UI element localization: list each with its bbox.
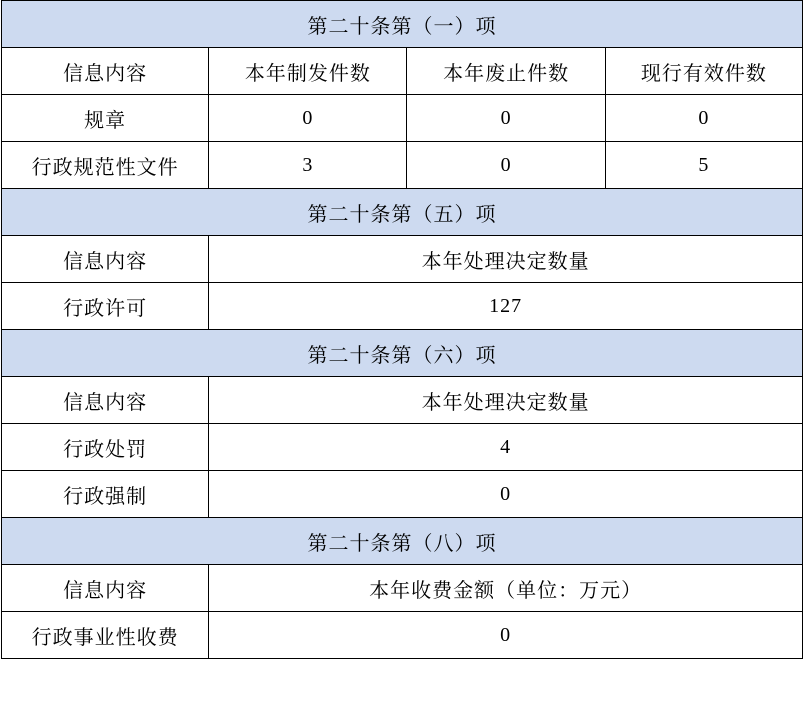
- cell-value: 4: [209, 424, 803, 471]
- cell-value: 0: [209, 612, 803, 659]
- cell-value: 0: [407, 142, 605, 189]
- section-heading-row: [2, 518, 803, 565]
- row-label-administrative-license: 行政许可: [2, 283, 209, 330]
- row-label-normative-documents: 行政规范性文件: [2, 142, 209, 189]
- table-header-row: [2, 236, 803, 283]
- column-header-info-content: 信息内容: [2, 377, 209, 424]
- table-header-row: [2, 565, 803, 612]
- column-header-info-content: 信息内容: [2, 236, 209, 283]
- section-heading-row: [2, 330, 803, 377]
- column-header-fee-amount: 本年收费金额（单位：万元）: [209, 565, 803, 612]
- column-header-decisions-count: 本年处理决定数量: [209, 377, 803, 424]
- row-label-administrative-fees: 行政事业性收费: [2, 612, 209, 659]
- column-header-issued-count: 本年制发件数: [209, 48, 407, 95]
- section-heading: 第二十条第（一）项: [2, 1, 803, 48]
- column-header-info-content: 信息内容: [2, 48, 209, 95]
- cell-value: 3: [209, 142, 407, 189]
- annual-report-table: [1, 0, 803, 659]
- table-row: [2, 612, 803, 659]
- table-header-row: [2, 377, 803, 424]
- row-label-administrative-coercion: 行政强制: [2, 471, 209, 518]
- section-heading: 第二十条第（五）项: [2, 189, 803, 236]
- column-header-effective-count: 现行有效件数: [605, 48, 802, 95]
- row-label-regulations: 规章: [2, 95, 209, 142]
- cell-value: 0: [605, 95, 802, 142]
- table-row: [2, 283, 803, 330]
- section-heading: 第二十条第（六）项: [2, 330, 803, 377]
- table-row: [2, 142, 803, 189]
- table-row: [2, 424, 803, 471]
- column-header-abolished-count: 本年废止件数: [407, 48, 605, 95]
- section-heading: 第二十条第（八）项: [2, 518, 803, 565]
- column-header-info-content: 信息内容: [2, 565, 209, 612]
- cell-value: 0: [209, 471, 803, 518]
- cell-value: 0: [209, 95, 407, 142]
- cell-value: 0: [407, 95, 605, 142]
- table-header-row: [2, 48, 803, 95]
- column-header-decisions-count: 本年处理决定数量: [209, 236, 803, 283]
- row-label-administrative-penalty: 行政处罚: [2, 424, 209, 471]
- section-heading-row: [2, 1, 803, 48]
- cell-value: 127: [209, 283, 803, 330]
- cell-value: 5: [605, 142, 802, 189]
- table-row: [2, 95, 803, 142]
- table-row: [2, 471, 803, 518]
- section-heading-row: [2, 189, 803, 236]
